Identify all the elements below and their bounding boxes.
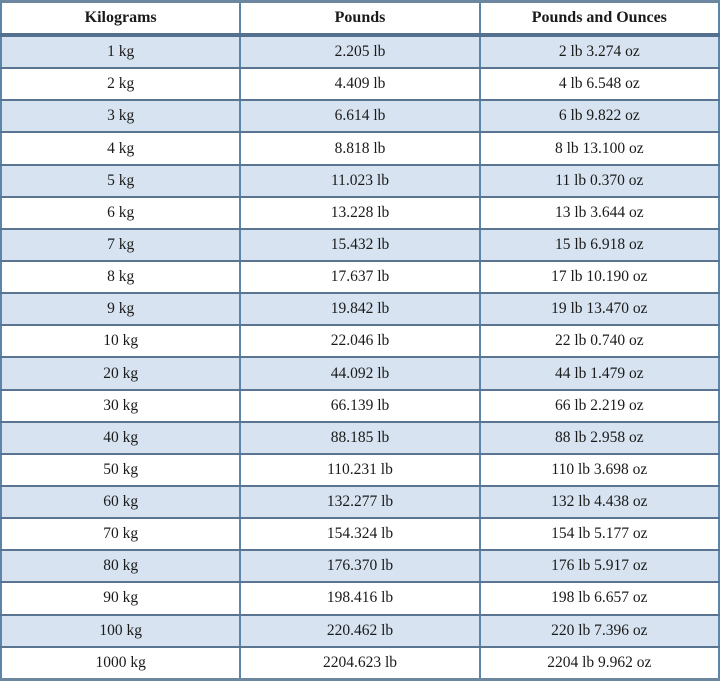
pounds-cell: 2.205 lb bbox=[240, 35, 479, 68]
pounds-and-ounces-cell: 66 lb 2.219 oz bbox=[480, 390, 719, 422]
pounds-cell: 66.139 lb bbox=[240, 390, 479, 422]
table-row bbox=[1, 35, 719, 68]
pounds-and-ounces-cell: 220 lb 7.396 oz bbox=[480, 615, 719, 647]
kilograms-cell: 7 kg bbox=[1, 229, 240, 261]
table-row bbox=[1, 615, 719, 647]
pounds-and-ounces-cell: 13 lb 3.644 oz bbox=[480, 197, 719, 229]
pounds-and-ounces-cell: 4 lb 6.548 oz bbox=[480, 68, 719, 100]
table-row bbox=[1, 68, 719, 100]
pounds-cell: 17.637 lb bbox=[240, 261, 479, 293]
table-row bbox=[1, 422, 719, 454]
pounds-and-ounces-cell: 110 lb 3.698 oz bbox=[480, 454, 719, 486]
pounds-and-ounces-cell: 22 lb 0.740 oz bbox=[480, 325, 719, 357]
pounds-and-ounces-cell: 44 lb 1.479 oz bbox=[480, 357, 719, 389]
header-row bbox=[1, 2, 719, 36]
pounds-and-ounces-cell: 2 lb 3.274 oz bbox=[480, 35, 719, 68]
table-row bbox=[1, 325, 719, 357]
kilograms-cell: 5 kg bbox=[1, 165, 240, 197]
kilograms-cell: 9 kg bbox=[1, 293, 240, 325]
kilograms-cell: 3 kg bbox=[1, 100, 240, 132]
table-row bbox=[1, 293, 719, 325]
pounds-cell: 4.409 lb bbox=[240, 68, 479, 100]
pounds-cell: 176.370 lb bbox=[240, 550, 479, 582]
table-row bbox=[1, 582, 719, 614]
kilograms-cell: 70 kg bbox=[1, 518, 240, 550]
pounds-cell: 110.231 lb bbox=[240, 454, 479, 486]
table-body bbox=[1, 35, 719, 680]
pounds-cell: 2204.623 lb bbox=[240, 647, 479, 680]
kilograms-cell: 40 kg bbox=[1, 422, 240, 454]
pounds-and-ounces-cell: 15 lb 6.918 oz bbox=[480, 229, 719, 261]
pounds-and-ounces-cell: 6 lb 9.822 oz bbox=[480, 100, 719, 132]
table-row bbox=[1, 357, 719, 389]
kilograms-cell: 30 kg bbox=[1, 390, 240, 422]
pounds-and-ounces-cell: 2204 lb 9.962 oz bbox=[480, 647, 719, 680]
table-row bbox=[1, 550, 719, 582]
pounds-cell: 88.185 lb bbox=[240, 422, 479, 454]
pounds-and-ounces-cell: 132 lb 4.438 oz bbox=[480, 486, 719, 518]
pounds-cell: 19.842 lb bbox=[240, 293, 479, 325]
pounds-cell: 8.818 lb bbox=[240, 132, 479, 164]
pounds-cell: 15.432 lb bbox=[240, 229, 479, 261]
pounds-cell: 198.416 lb bbox=[240, 582, 479, 614]
pounds-cell: 22.046 lb bbox=[240, 325, 479, 357]
pounds-cell: 44.092 lb bbox=[240, 357, 479, 389]
table-row bbox=[1, 454, 719, 486]
pounds-cell: 13.228 lb bbox=[240, 197, 479, 229]
kilograms-cell: 20 kg bbox=[1, 357, 240, 389]
kilograms-cell: 8 kg bbox=[1, 261, 240, 293]
kilograms-cell: 1 kg bbox=[1, 35, 240, 68]
kilograms-cell: 2 kg bbox=[1, 68, 240, 100]
pounds-cell: 220.462 lb bbox=[240, 615, 479, 647]
kilograms-cell: 6 kg bbox=[1, 197, 240, 229]
kilograms-cell: 50 kg bbox=[1, 454, 240, 486]
table-row bbox=[1, 197, 719, 229]
pounds-cell: 11.023 lb bbox=[240, 165, 479, 197]
table-row bbox=[1, 390, 719, 422]
kilograms-cell: 10 kg bbox=[1, 325, 240, 357]
column-header-pounds: Pounds bbox=[240, 2, 479, 36]
table-row bbox=[1, 261, 719, 293]
kilograms-cell: 60 kg bbox=[1, 486, 240, 518]
kilograms-cell: 90 kg bbox=[1, 582, 240, 614]
kilograms-cell: 80 kg bbox=[1, 550, 240, 582]
column-header-kilograms: Kilograms bbox=[1, 2, 240, 36]
table-row bbox=[1, 647, 719, 680]
table-row bbox=[1, 132, 719, 164]
table-row bbox=[1, 518, 719, 550]
pounds-and-ounces-cell: 8 lb 13.100 oz bbox=[480, 132, 719, 164]
pounds-cell: 154.324 lb bbox=[240, 518, 479, 550]
pounds-and-ounces-cell: 88 lb 2.958 oz bbox=[480, 422, 719, 454]
pounds-cell: 132.277 lb bbox=[240, 486, 479, 518]
pounds-and-ounces-cell: 17 lb 10.190 oz bbox=[480, 261, 719, 293]
pounds-cell: 6.614 lb bbox=[240, 100, 479, 132]
pounds-and-ounces-cell: 154 lb 5.177 oz bbox=[480, 518, 719, 550]
table-row bbox=[1, 486, 719, 518]
table-row bbox=[1, 165, 719, 197]
pounds-and-ounces-cell: 198 lb 6.657 oz bbox=[480, 582, 719, 614]
table-row bbox=[1, 100, 719, 132]
kilograms-cell: 4 kg bbox=[1, 132, 240, 164]
pounds-and-ounces-cell: 176 lb 5.917 oz bbox=[480, 550, 719, 582]
column-header-pounds-and-ounces: Pounds and Ounces bbox=[480, 2, 719, 36]
table-row bbox=[1, 229, 719, 261]
table-header bbox=[1, 2, 719, 36]
pounds-and-ounces-cell: 11 lb 0.370 oz bbox=[480, 165, 719, 197]
pounds-and-ounces-cell: 19 lb 13.470 oz bbox=[480, 293, 719, 325]
kilograms-cell: 100 kg bbox=[1, 615, 240, 647]
kilograms-cell: 1000 kg bbox=[1, 647, 240, 680]
